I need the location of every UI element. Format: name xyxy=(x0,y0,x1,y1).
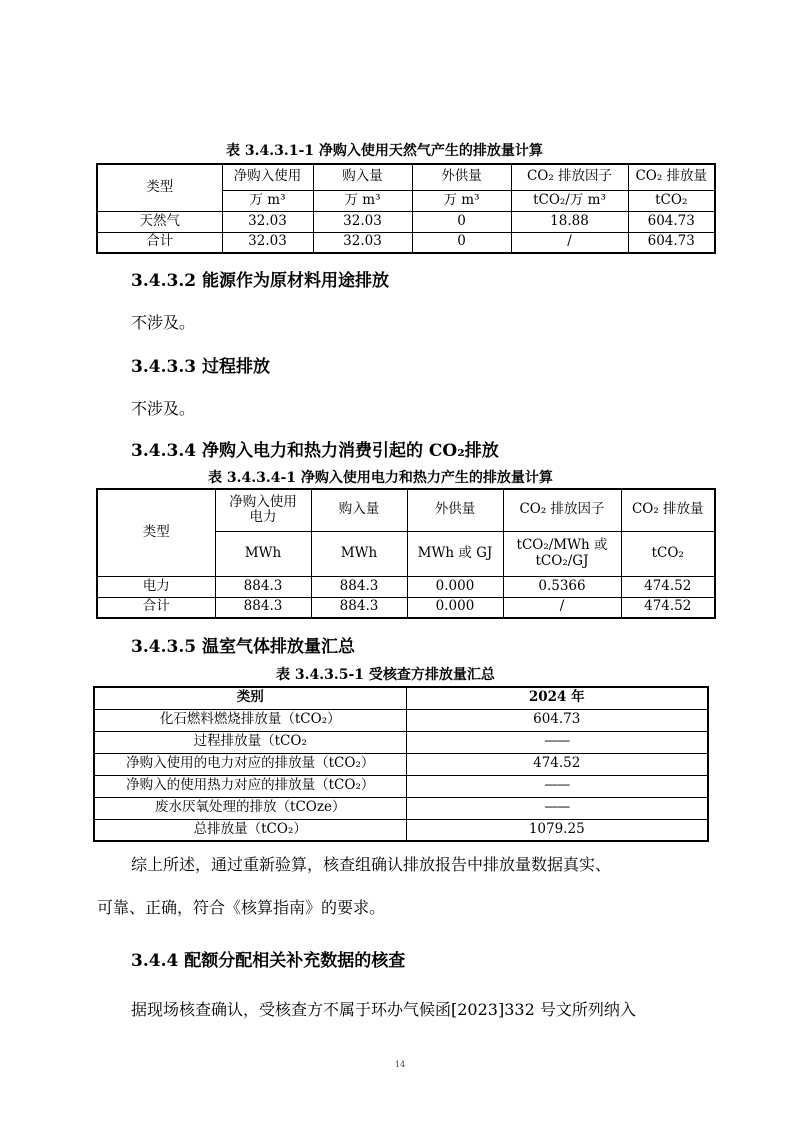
table1-header: 购入量 xyxy=(313,164,412,190)
table-cell: 过程排放量（tCO₂ xyxy=(94,731,406,753)
table-cell: 净购入的使用热力对应的排放量（tCO₂） xyxy=(94,775,406,797)
table-cell: 32.03 xyxy=(222,211,313,232)
table-cell: 0 xyxy=(412,211,511,232)
table-cell: 合计 xyxy=(97,597,215,618)
table-row xyxy=(97,211,715,232)
table-row xyxy=(94,819,708,841)
table3-header: 类别 xyxy=(94,687,406,709)
table-cell: 604.73 xyxy=(628,232,715,253)
table-cell: 604.73 xyxy=(628,211,715,232)
table-cell: 474.52 xyxy=(406,753,708,775)
section-text-3433: 不涉及。 xyxy=(131,399,196,418)
table1 xyxy=(96,163,716,254)
table-cell: 合计 xyxy=(97,232,222,253)
section-text-3432: 不涉及。 xyxy=(131,313,196,332)
table-cell: / xyxy=(511,232,628,253)
section-heading-3433: 3.4.3.3 过程排放 xyxy=(131,357,270,377)
table2-header: 外供量 xyxy=(407,489,503,531)
table1-header: 净购入使用 xyxy=(222,164,313,190)
table1-unit: 万 m³ xyxy=(222,190,313,211)
table-cell: / xyxy=(503,597,621,618)
table-cell: 0 xyxy=(412,232,511,253)
table-cell: 604.73 xyxy=(406,709,708,731)
table-cell: 废水厌氧处理的排放（tCOze） xyxy=(94,797,406,819)
table2-header xyxy=(215,489,311,531)
table2-unit-label: tCO₂/MWh 或 tCO₂/GJ xyxy=(516,536,608,569)
table2-header: 购入量 xyxy=(311,489,407,531)
table-row xyxy=(97,597,715,618)
table-cell: 884.3 xyxy=(311,576,407,597)
section-heading-3432: 3.4.3.2 能源作为原材料用途排放 xyxy=(131,271,389,291)
table-cell: 884.3 xyxy=(215,576,311,597)
table-cell: 474.52 xyxy=(621,576,715,597)
table-row xyxy=(94,709,708,731)
table-cell: 0.000 xyxy=(407,576,503,597)
section-heading-3435: 3.4.3.5 温室气体排放量汇总 xyxy=(131,637,355,657)
table2-unit: MWh xyxy=(215,531,311,576)
table-cell: 474.52 xyxy=(621,597,715,618)
table1-unit: tCO₂ xyxy=(628,190,715,211)
table-row xyxy=(94,775,708,797)
table-cell: 天然气 xyxy=(97,211,222,232)
section-heading-344: 3.4.4 配额分配相关补充数据的核查 xyxy=(131,951,406,971)
table-cell: 电力 xyxy=(97,576,215,597)
table-cell: 32.03 xyxy=(313,211,412,232)
table-row xyxy=(94,731,708,753)
table-cell: 0.5366 xyxy=(503,576,621,597)
table-cell: 净购入使用的电力对应的排放量（tCO₂） xyxy=(94,753,406,775)
table-cell: 32.03 xyxy=(313,232,412,253)
table-cell: 1079.25 xyxy=(406,819,708,841)
table2-unit xyxy=(503,531,621,576)
table-cell: 总排放量（tCO₂） xyxy=(94,819,406,841)
section-text-344: 据现场核查确认，受核查方不属于环办气候函[2023]332 号文所列纳入 xyxy=(131,1000,636,1019)
table-row xyxy=(97,232,715,253)
table1-caption: 表 3.4.3.1-1 净购入使用天然气产生的排放量计算 xyxy=(226,143,543,159)
section-heading-3434: 3.4.3.4 净购入电力和热力消费引起的 CO₂排放 xyxy=(131,441,499,461)
table-cell: 0.000 xyxy=(407,597,503,618)
conclusion-line-1: 综上所述，通过重新验算，核查组确认排放报告中排放量数据真实、 xyxy=(131,855,612,874)
table-cell: 32.03 xyxy=(222,232,313,253)
table2-header-type: 类型 xyxy=(97,489,215,576)
table-row xyxy=(97,576,715,597)
table3-caption: 表 3.4.3.5-1 受核查方排放量汇总 xyxy=(276,667,495,683)
table-row xyxy=(94,797,708,819)
table-row xyxy=(94,753,708,775)
table1-header: CO₂ 排放因子 xyxy=(511,164,628,190)
table1-unit: 万 m³ xyxy=(313,190,412,211)
table-cell: 化石燃料燃烧排放量（tCO₂） xyxy=(94,709,406,731)
table-cell: —— xyxy=(406,797,708,819)
table2-caption: 表 3.4.3.4-1 净购入使用电力和热力产生的排放量计算 xyxy=(208,470,553,486)
table1-unit: 万 m³ xyxy=(412,190,511,211)
table-cell: —— xyxy=(406,731,708,753)
table-cell: 884.3 xyxy=(311,597,407,618)
table2-unit: MWh 或 GJ xyxy=(407,531,503,576)
table2-header-label: 净购入使用电力 xyxy=(229,493,297,526)
table2-unit: tCO₂ xyxy=(621,531,715,576)
table2-unit: MWh xyxy=(311,531,407,576)
table3 xyxy=(93,686,709,842)
table-cell: 18.88 xyxy=(511,211,628,232)
table3-header: 2024 年 xyxy=(406,687,708,709)
table1-header: CO₂ 排放量 xyxy=(628,164,715,190)
table-cell: —— xyxy=(406,775,708,797)
page-number: 14 xyxy=(395,1060,406,1069)
table1-unit: tCO₂/万 m³ xyxy=(511,190,628,211)
table1-header-type: 类型 xyxy=(97,164,222,211)
table2-header: CO₂ 排放量 xyxy=(621,489,715,531)
table1-header: 外供量 xyxy=(412,164,511,190)
table3-header-row xyxy=(94,687,708,709)
table-cell: 884.3 xyxy=(215,597,311,618)
table2 xyxy=(96,488,716,619)
table2-header: CO₂ 排放因子 xyxy=(503,489,621,531)
conclusion-line-2: 可靠、正确，符合《核算指南》的要求。 xyxy=(97,898,386,917)
